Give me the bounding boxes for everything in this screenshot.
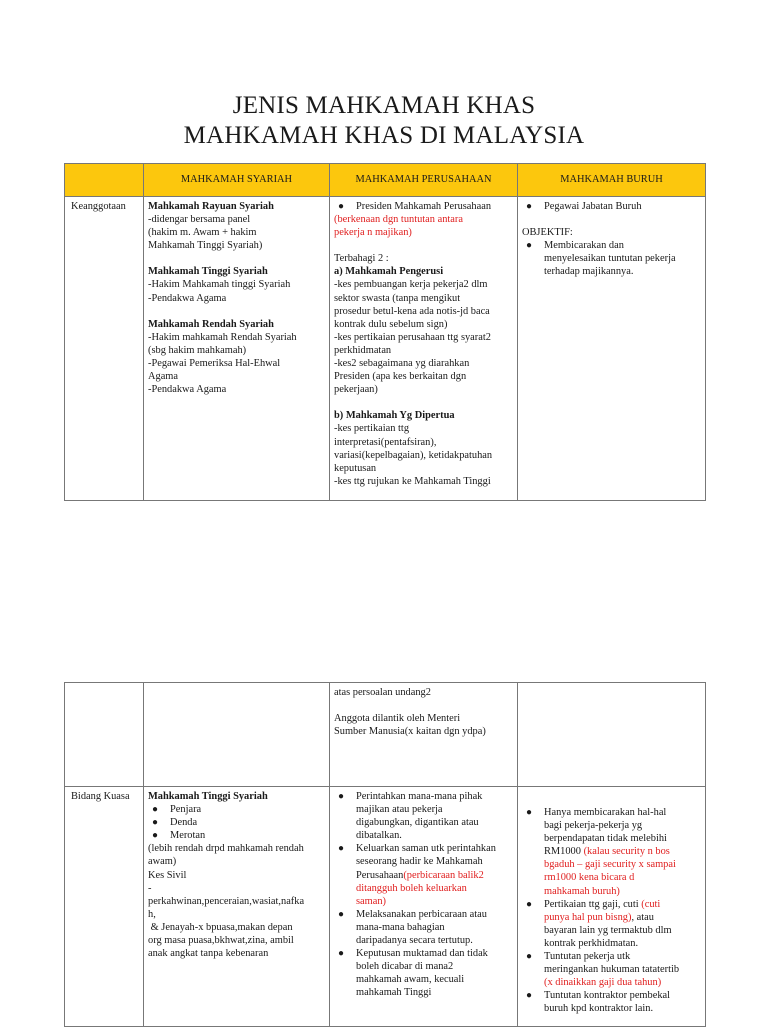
bullet-item	[334, 842, 513, 907]
text-line: -didengar bersama panel	[148, 214, 251, 226]
bullet-item	[522, 989, 701, 1015]
text-line: awam)	[148, 856, 177, 868]
document-title-line1: JENIS MAHKAMAH KHAS	[232, 92, 536, 119]
court-table-page2	[64, 682, 706, 1027]
text-line: (hakim m. Awam + hakim	[148, 227, 257, 239]
text-line: (lebih rendah drpd mahkamah rendah	[148, 843, 304, 855]
text-line: ● Melaksanakan perbicaraan atau	[356, 908, 487, 920]
text-line: pekerjaan)	[334, 384, 378, 396]
empty-cell	[144, 683, 330, 787]
text-line: Agama	[148, 371, 179, 383]
text-line: org masa puasa,bkhwat,zina, ambil	[148, 935, 294, 947]
red-note: (cuti	[641, 898, 661, 910]
bullet-item	[334, 200, 513, 213]
cell-keanggotaan-perusahaan-cont	[330, 683, 518, 787]
cell-keanggotaan-buruh	[518, 197, 706, 501]
row-keanggotaan	[65, 197, 706, 501]
tinggi-syariah-title: Mahkamah Tinggi Syariah	[148, 266, 268, 278]
row-label-bidang-kuasa: Bidang Kuasa	[65, 787, 144, 1027]
text-line: -	[148, 882, 152, 894]
text-line: dibatalkan.	[356, 830, 402, 842]
text-line: ● Tuntutan kontraktor pembekal	[544, 990, 671, 1002]
text-line: ● Tuntutan pekerja utk	[544, 951, 631, 963]
text-line: digabungkan, digantikan atau	[356, 817, 479, 829]
red-note: (x dinaikkan gaji dua tahun)	[544, 977, 662, 989]
text-line: mahkamah awam, kecuali	[356, 974, 465, 986]
text-line	[544, 898, 701, 911]
court-table-page1	[64, 163, 706, 501]
cell-bidang-syariah	[144, 787, 330, 1027]
red-note: (kalau security n bos	[583, 846, 670, 858]
red-note: mahkamah buruh)	[544, 885, 620, 897]
text-line: majikan atau pekerja	[356, 804, 443, 816]
text-line: Presiden (apa kes berkaitan dgn	[334, 371, 467, 383]
text-line: bayaran lain yg termaktub dlm	[544, 924, 672, 936]
objektif-label: OBJEKTIF:	[522, 227, 573, 239]
empty-cell	[518, 683, 706, 787]
text-line: ● Keputusan muktamad dan tidak	[356, 948, 488, 960]
text-line: Mahkamah Tinggi Syariah)	[148, 240, 263, 252]
row-bidang-kuasa	[65, 787, 706, 1027]
text-line: -kes ttg rujukan ke Mahkamah Tinggi	[334, 475, 491, 487]
text-line: prosedur betul-kena ada notis-jd baca	[334, 305, 490, 317]
text-line: atas persoalan undang2	[334, 687, 431, 698]
red-note: bgaduh – gaji security x sampai	[544, 859, 676, 871]
text-span: , atau	[631, 911, 654, 923]
text-line: Sumber Manusia(x kaitan dgn ydpa)	[334, 726, 486, 738]
bullet-item	[522, 200, 701, 213]
text-line: -kes pertikaian perusahaan ttg syarat2	[334, 331, 491, 343]
text-line: Anggota dilantik oleh Menteri	[334, 713, 461, 725]
text-line: perkahwinan,penceraian,wasiat,nafka	[148, 895, 305, 907]
text-line: kontrak perkhidmatan.	[544, 937, 639, 949]
cell-keanggotaan-perusahaan	[330, 197, 518, 501]
text-line: berpendapatan tidak melebihi	[544, 833, 667, 845]
text-line: ● Membicarakan dan	[544, 240, 624, 252]
text-line	[356, 869, 513, 882]
text-line: sektor swasta (tanpa mengikut	[334, 292, 461, 304]
text-span: Perusahaan	[356, 869, 404, 881]
red-note: pekerja n majikan)	[334, 227, 412, 239]
red-note: (berkenaan dgn tuntutan antara	[334, 214, 463, 226]
table-header-row	[65, 164, 706, 197]
text-line: meringankan hukuman tatatertib	[544, 964, 680, 976]
tinggi-syariah-title: Mahkamah Tinggi Syariah	[148, 791, 268, 802]
empty-cell	[65, 683, 144, 787]
header-buruh: MAHKAMAH BURUH	[518, 164, 706, 197]
bullet-item	[522, 806, 701, 898]
rendah-syariah-title: Mahkamah Rendah Syariah	[148, 318, 274, 330]
text-line: (sbg hakim mahkamah)	[148, 344, 247, 356]
header-empty-cell	[65, 164, 144, 197]
red-note: punya hal pun bisng)	[544, 911, 632, 923]
text-line: mana-mana bahagian	[356, 921, 445, 933]
bullet-item	[334, 908, 513, 947]
cell-keanggotaan-syariah	[144, 197, 330, 501]
text-line: -kes pertikaian ttg	[334, 423, 410, 435]
pengerusi-title: a) Mahkamah Pengerusi	[334, 266, 444, 278]
text-line: terhadap majikannya.	[544, 266, 634, 278]
document-title-line2: MAHKAMAH KHAS DI MALAYSIA	[183, 122, 585, 149]
text-line: buruh kpd kontraktor lain.	[544, 1003, 654, 1015]
text-line: ● Keluarkan saman utk perintahkan	[356, 843, 496, 855]
text-line: Pegawai Jabatan Buruh	[544, 201, 642, 212]
bullet-item: ● Merotan	[148, 829, 325, 842]
text-line: h,	[148, 908, 156, 920]
red-note: rm1000 kena bicara d	[544, 872, 635, 884]
red-note: ditangguh boleh keluarkan	[356, 882, 467, 894]
text-line: -Hakim mahkamah Rendah Syariah	[148, 331, 297, 343]
text-line: daripadanya secara tertutup.	[356, 935, 473, 947]
text-line	[544, 845, 701, 858]
text-line: boleh dicabar di mana2	[356, 961, 454, 973]
bullet-item: ● Penjara	[148, 803, 325, 816]
row-keanggotaan-continued	[65, 683, 706, 787]
text-span: Pertikaian ttg gaji, cuti	[544, 898, 642, 910]
row-label-keanggotaan: Keanggotaan	[65, 197, 144, 501]
cell-bidang-perusahaan	[330, 787, 518, 1027]
text-line: ● Perintahkan mana-mana pihak	[356, 791, 483, 802]
text-line: menyelesaikan tuntutan pekerja	[544, 253, 676, 265]
text-line: anak angkat tanpa kebenaran	[148, 948, 269, 960]
red-note: (perbicaraan balik2	[403, 869, 484, 881]
bullet-item	[522, 950, 701, 989]
text-line: -Pendakwa Agama	[148, 292, 227, 304]
bullet-item	[522, 898, 701, 950]
text-line: -Pegawai Pemeriksa Hal-Ehwal	[148, 357, 281, 369]
text-line: kontrak dulu sebelum sign)	[334, 318, 448, 330]
header-perusahaan: MAHKAMAH PERUSAHAAN	[330, 164, 518, 197]
text-line: -kes pembuangan kerja pekerja2 dlm	[334, 279, 488, 291]
cell-bidang-buruh	[518, 787, 706, 1027]
header-syariah: MAHKAMAH SYARIAH	[144, 164, 330, 197]
bullet-item	[522, 239, 701, 278]
text-line: ● Hanya membicarakan hal-hal	[544, 807, 667, 818]
yg-dipertua-title: b) Mahkamah Yg Dipertua	[334, 410, 455, 422]
text-line: keputusan	[334, 462, 377, 474]
text-line: interpretasi(pentafsiran),	[334, 436, 437, 448]
text-line: -kes2 sebagaimana yg diarahkan	[334, 358, 470, 370]
text-line: mahkamah Tinggi	[356, 987, 432, 999]
rayuan-syariah-title: Mahkamah Rayuan Syariah	[148, 201, 274, 212]
text-line: & Jenayah-x bpuasa,makan depan	[148, 921, 293, 933]
text-line: Kes Sivil	[148, 869, 187, 881]
red-note: saman)	[356, 895, 387, 907]
text-line: -Hakim Mahkamah tinggi Syariah	[148, 279, 291, 291]
bullet-item: ● Denda	[148, 816, 325, 829]
text-line: variasi(kepelbagaian), ketidakpatuhan	[334, 449, 493, 461]
text-line: perkhidmatan	[334, 344, 392, 356]
text-span: RM1000	[544, 846, 584, 858]
text-line: Presiden Mahkamah Perusahaan	[356, 201, 492, 212]
text-line: -Pendakwa Agama	[148, 384, 227, 396]
text-line: bagi pekerja-pekerja yg	[544, 820, 643, 832]
text-line: seseorang hadir ke Mahkamah	[356, 856, 483, 868]
text-line: Terbahagi 2 :	[334, 253, 389, 265]
bullet-item	[334, 790, 513, 842]
bullet-item	[334, 947, 513, 999]
text-line	[544, 911, 701, 924]
